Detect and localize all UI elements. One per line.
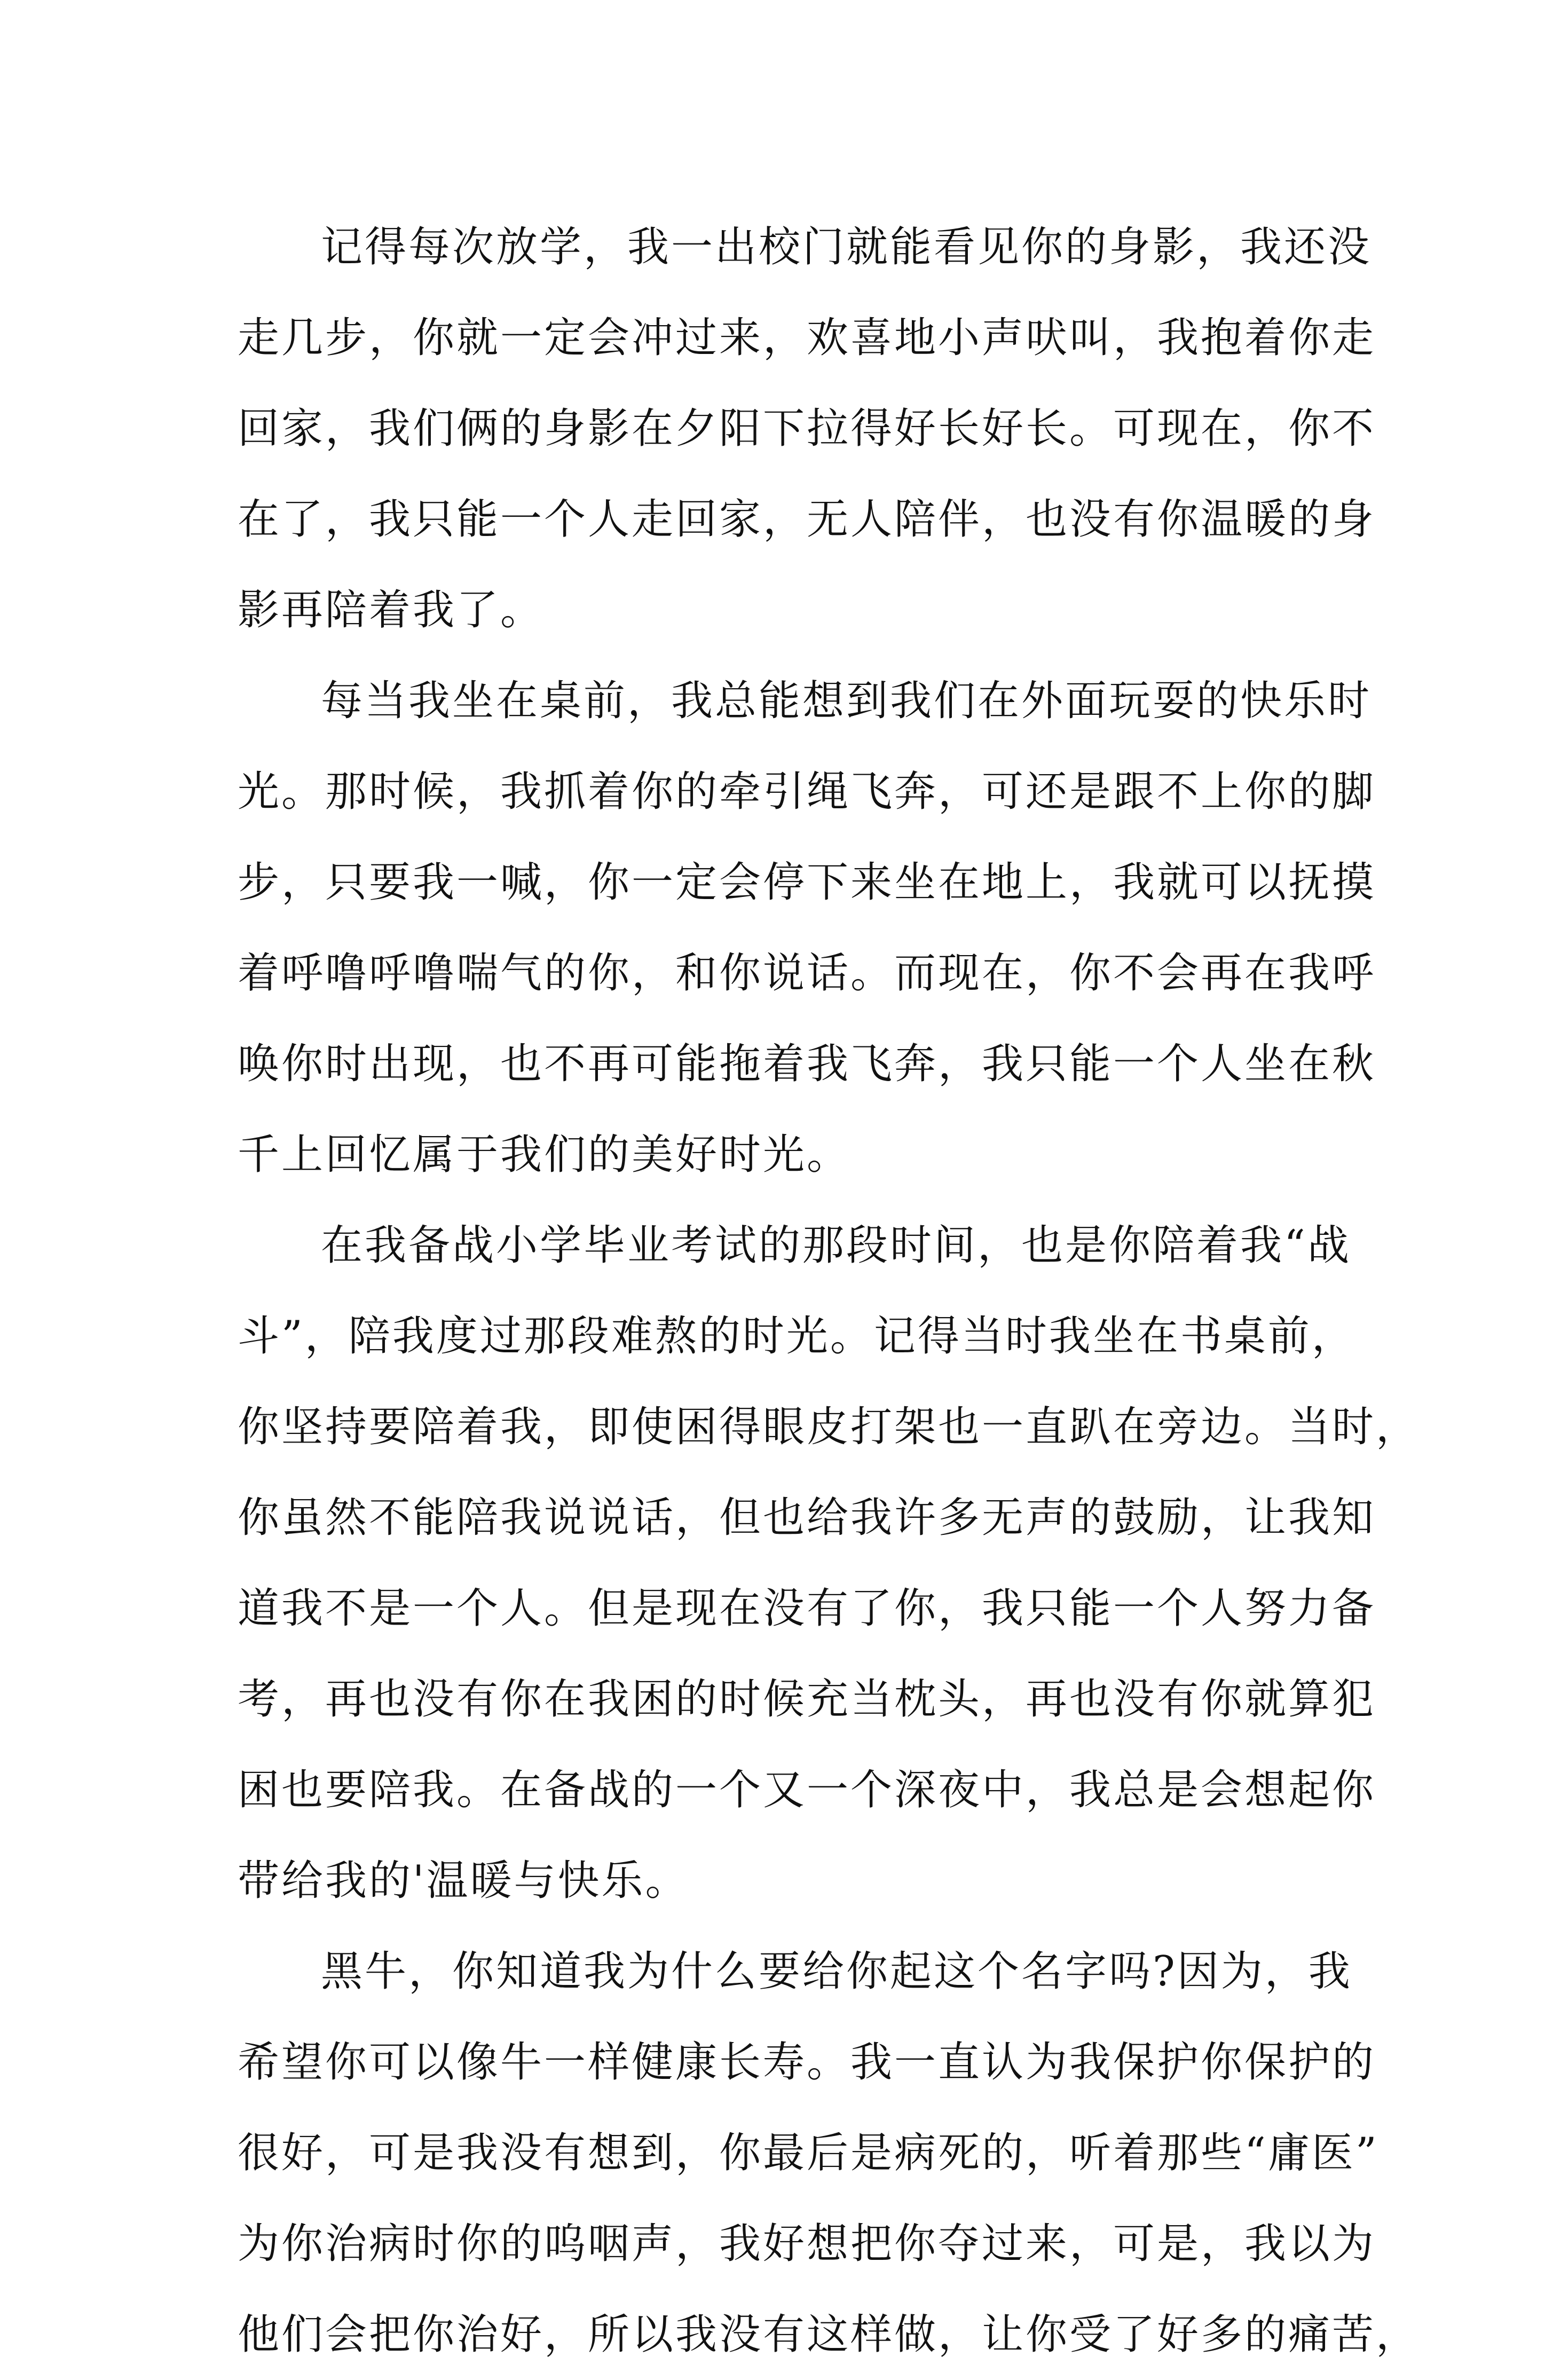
text-line: 为你治病时你的呜咽声，我好想把你夺过来，可是，我以为 bbox=[238, 2220, 1376, 2268]
text-line: 黑牛，你知道我为什么要给你起这个名字吗?因为，我 bbox=[321, 1948, 1352, 1996]
text-line: 走几步，你就一定会冲过来，欢喜地小声吠叫，我抱着你走 bbox=[238, 314, 1376, 362]
text-line: 着呼噜呼噜喘气的你，和你说话。而现在，你不会再在我呼 bbox=[238, 949, 1376, 997]
text-line: 千上回忆属于我们的美好时光。 bbox=[238, 1131, 851, 1179]
paragraph-2 bbox=[238, 656, 1376, 1200]
text-line: 考，再也没有你在我困的时候充当枕头，再也没有你就算犯 bbox=[238, 1675, 1376, 1723]
text-line: 唤你时出现，也不再可能拖着我飞奔，我只能一个人坐在秋 bbox=[238, 1040, 1376, 1088]
text-line: 记得每次放学，我一出校门就能看见你的身影，我还没 bbox=[321, 223, 1372, 271]
document-body bbox=[238, 202, 1420, 2380]
text-line: 你虽然不能陪我说说话，但也给我许多无声的鼓励，让我知 bbox=[238, 1494, 1376, 1542]
text-line: 在了，我只能一个人走回家，无人陪伴，也没有你温暖的身 bbox=[238, 495, 1376, 543]
text-line: 带给我的'温暖与快乐。 bbox=[238, 1857, 689, 1905]
text-line: 很好，可是我没有想到，你最后是病死的，听着那些“庸医” bbox=[238, 2129, 1379, 2177]
text-line: 步，只要我一喊，你一定会停下来坐在地上，我就可以抚摸 bbox=[238, 858, 1376, 907]
paragraph-4 bbox=[238, 1926, 1420, 2380]
text-line: 每当我坐在桌前，我总能想到我们在外面玩耍的快乐时 bbox=[321, 677, 1372, 725]
text-line: 回家，我们俩的身影在夕阳下拉得好长好长。可现在，你不 bbox=[238, 405, 1376, 453]
text-line: 困也要陪我。在备战的一个又一个深夜中，我总是会想起你 bbox=[238, 1766, 1376, 1814]
paragraph-1 bbox=[238, 202, 1376, 656]
text-line: 道我不是一个人。但是现在没有了你，我只能一个人努力备 bbox=[238, 1585, 1376, 1633]
text-line: 影再陪着我了。 bbox=[238, 586, 545, 634]
text-line: 希望你可以像牛一样健康长寿。我一直认为我保护你保护的 bbox=[238, 2038, 1376, 2086]
text-line: 光。那时候，我抓着你的牵引绳飞奔，可还是跟不上你的脚 bbox=[238, 768, 1376, 816]
text-line: 在我备战小学毕业考试的那段时间，也是你陪着我“战 bbox=[321, 1221, 1351, 1270]
text-line: 你坚持要陪着我，即使困得眼皮打架也一直趴在旁边。当时， bbox=[238, 1403, 1420, 1451]
text-line: 他们会把你治好，所以我没有这样做，让你受了好多的痛苦， bbox=[238, 2311, 1420, 2359]
paragraph-3 bbox=[238, 1200, 1420, 1926]
text-line: 斗”，陪我度过那段难熬的时光。记得当时我坐在书桌前， bbox=[238, 1312, 1355, 1360]
